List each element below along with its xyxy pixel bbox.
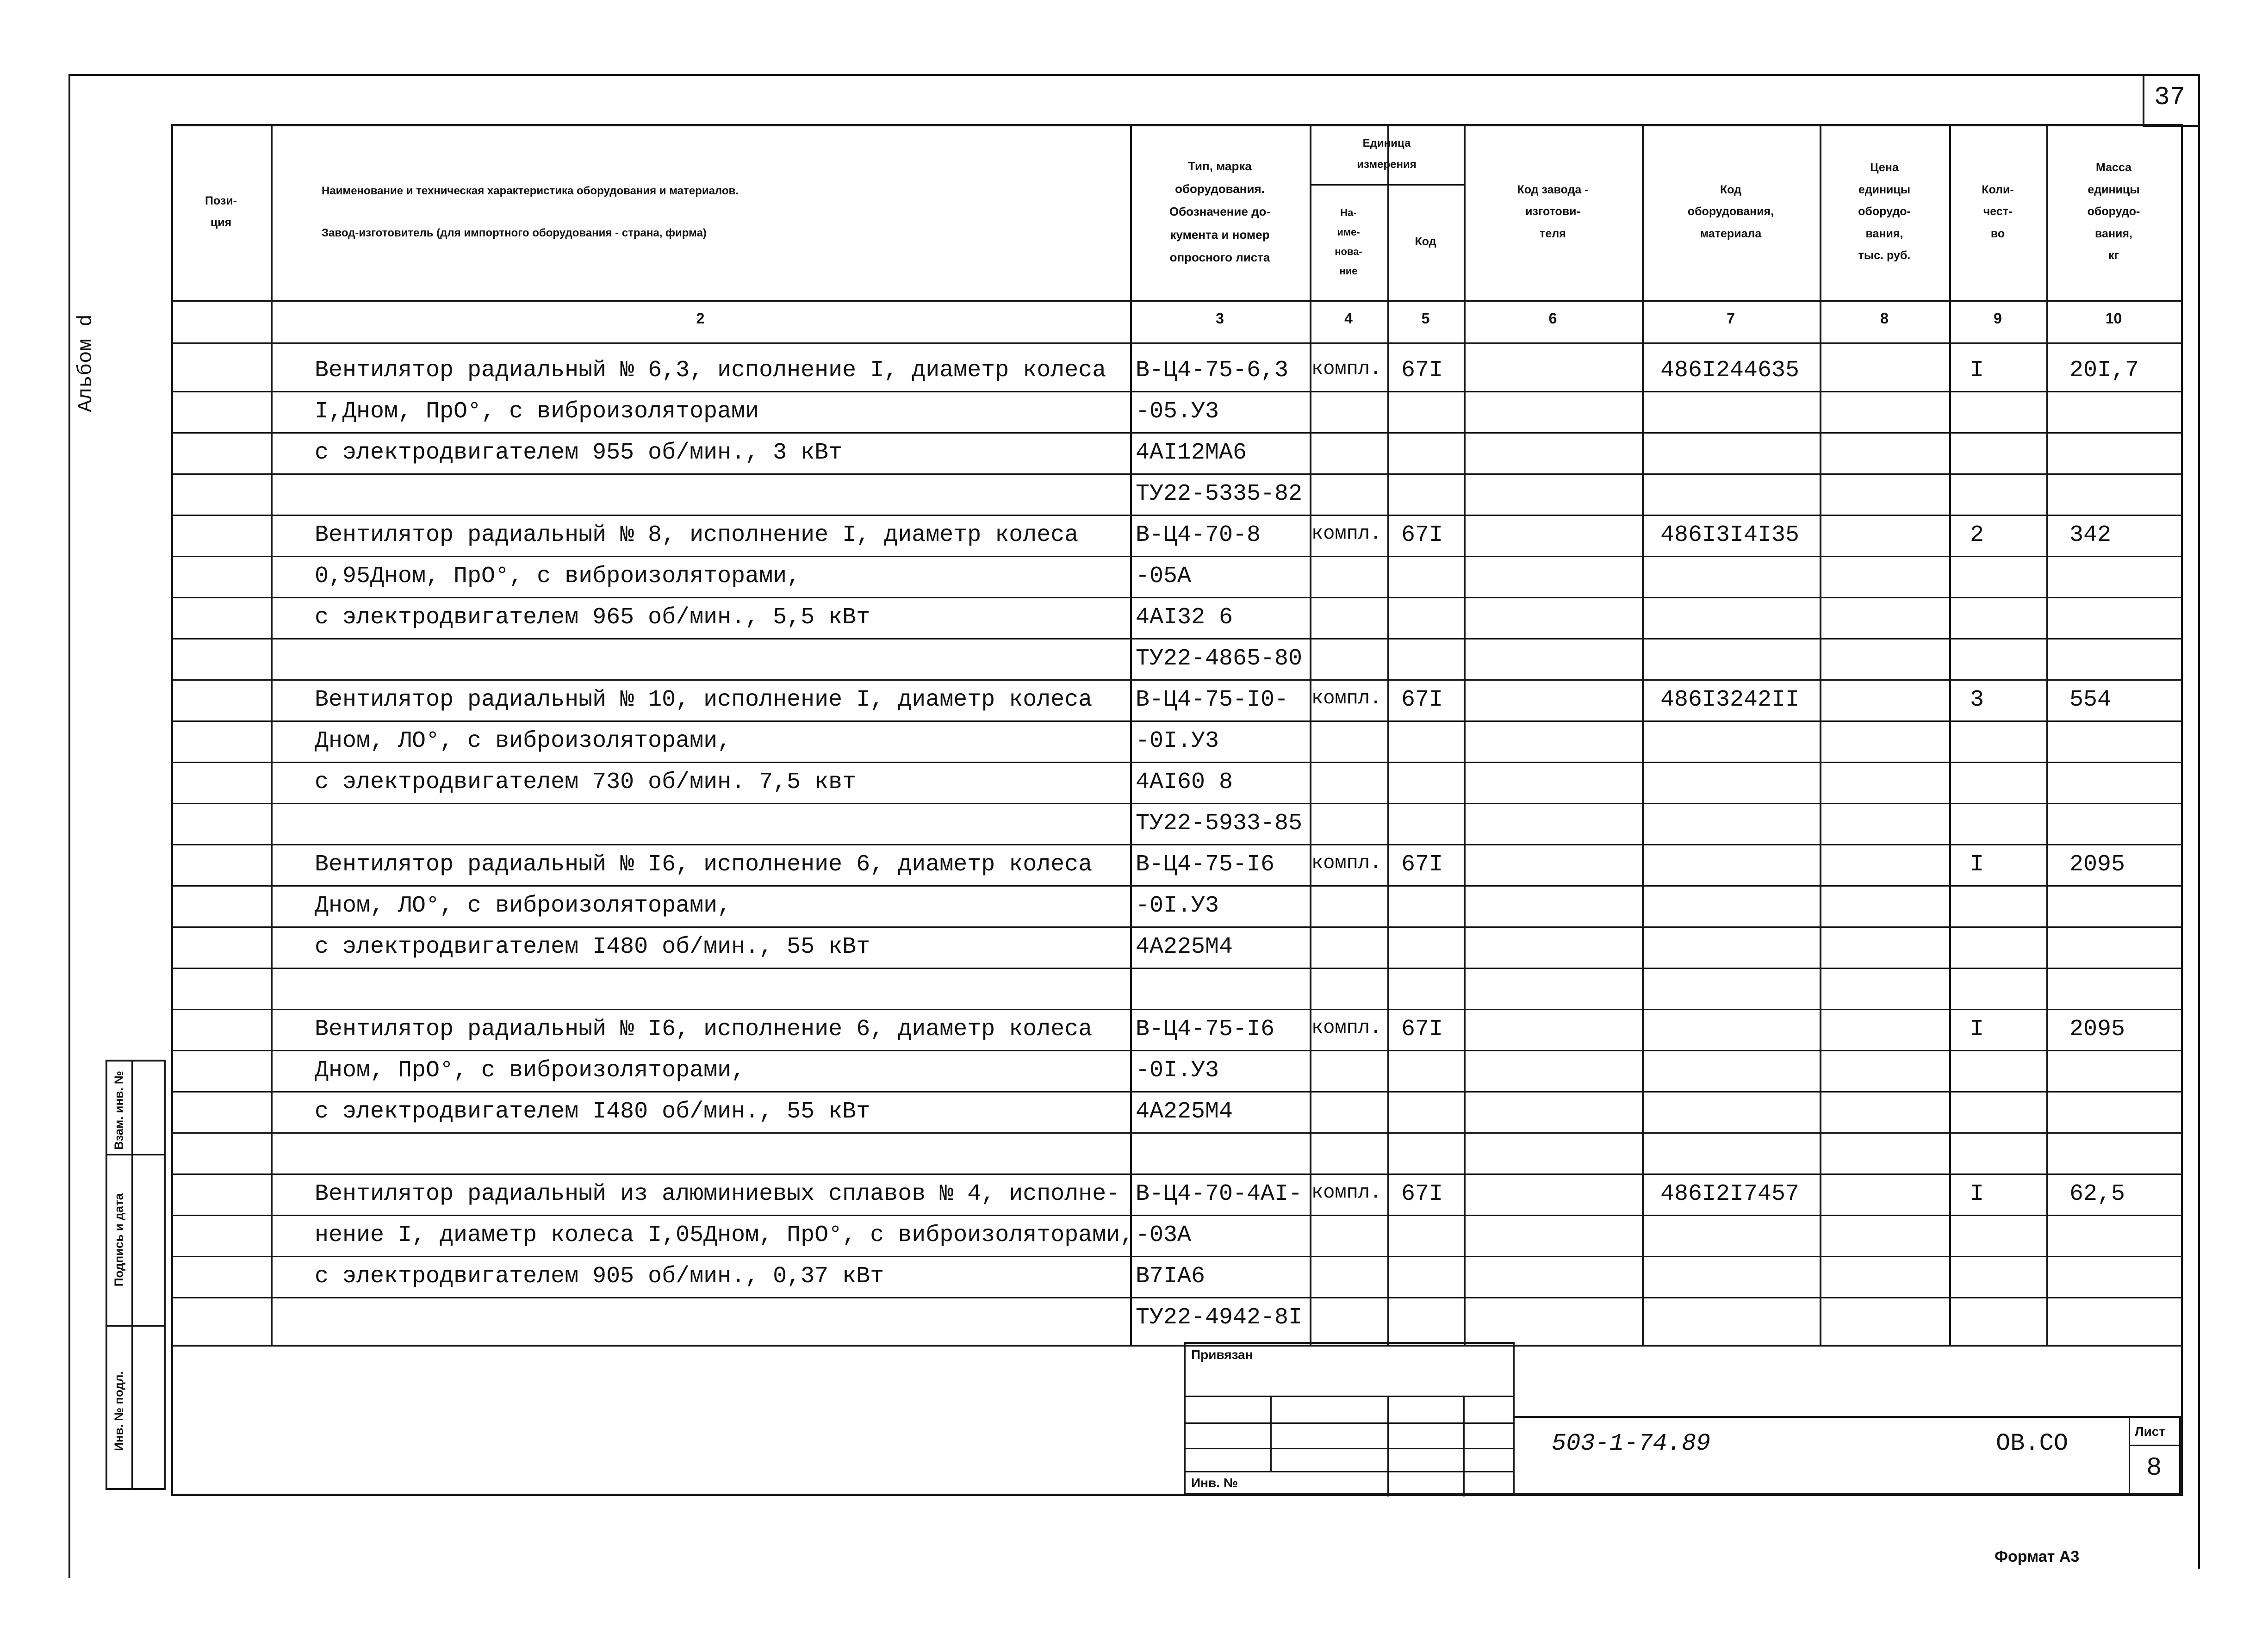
- header-position: Пози- ция: [205, 194, 237, 229]
- linked-block: [1184, 1342, 1515, 1495]
- row-name: Вентилятор радиальный № I6, исполнение 6, диаметр колеса: [315, 851, 1093, 878]
- column-number: 4: [1344, 310, 1353, 327]
- row-name: Вентилятор радиальный № 6,3, исполнение I, диаметр колеса: [315, 357, 1106, 384]
- row-line: [171, 1050, 2181, 1051]
- row-type: В-Ц4-75-I6: [1136, 851, 1275, 878]
- row-line: [171, 1215, 2181, 1216]
- row-line: [171, 968, 2181, 969]
- stamp-label-replace: Взам. инв. №: [112, 1071, 126, 1150]
- row-line: [171, 1173, 2181, 1175]
- row-type: В-Ц4-70-8: [1136, 522, 1261, 548]
- stamp-label-inv: Инв. № подл.: [112, 1371, 126, 1451]
- row-quantity: I: [1970, 357, 1984, 384]
- doc-code-block: [1515, 1416, 2181, 1495]
- header-plant-code: Код завода - изготови- теля: [1517, 183, 1589, 240]
- row-type: 4А225М4: [1136, 1099, 1233, 1125]
- column-line: [1130, 124, 1132, 1345]
- column-number: 10: [2105, 310, 2122, 327]
- row-type: ТУ22-4942-8I: [1136, 1304, 1303, 1331]
- row-type: -05А: [1136, 563, 1192, 590]
- row-type: -05.У3: [1136, 398, 1219, 425]
- row-equip-code: 486I3242II: [1660, 687, 1800, 713]
- sheet-number: 8: [2146, 1453, 2162, 1483]
- column-line: [2046, 124, 2048, 1345]
- column-number: 8: [1880, 310, 1889, 327]
- row-name: Вентилятор радиальный из алюминиевых сплавов № 4, исполне-: [315, 1181, 1120, 1207]
- row-mass: 2095: [2069, 851, 2125, 878]
- column-line: [1642, 124, 1644, 1345]
- row-line: [171, 597, 2181, 598]
- row-line: [171, 473, 2181, 475]
- row-line: [171, 720, 2181, 722]
- row-name: с электродвигателем 905 об/мин., 0,37 кВт: [315, 1263, 884, 1290]
- row-name: 0,95Дном, ПрО°, с виброизоляторами,: [315, 563, 801, 590]
- row-type: ТУ22-4865-80: [1136, 646, 1303, 672]
- column-number: 5: [1421, 310, 1430, 327]
- side-stamp: [106, 1060, 166, 1490]
- doc-code: 503-1-74.89: [1552, 1430, 1711, 1457]
- row-type: -0I.У3: [1136, 728, 1219, 754]
- corner-page-number: 37: [2154, 82, 2186, 112]
- row-quantity: 3: [1970, 687, 1984, 713]
- row-quantity: I: [1970, 1181, 1984, 1207]
- header-mass: Масса единицы оборудо- вания, кг: [2087, 161, 2140, 262]
- column-number: 2: [696, 310, 705, 327]
- album-label-text: Альбом d: [74, 314, 98, 412]
- row-unit: компл.: [1311, 1017, 1382, 1039]
- row-name: с электродвигателем 965 об/мин., 5,5 кВт: [315, 604, 870, 631]
- row-unit-code: 67I: [1401, 357, 1443, 384]
- row-line: [171, 762, 2181, 763]
- row-unit-code: 67I: [1401, 522, 1443, 548]
- sheet-code: ОВ.СО: [1996, 1430, 2069, 1457]
- row-line: [171, 844, 2181, 845]
- header-divider: [171, 300, 2181, 302]
- row-quantity: 2: [1970, 522, 1984, 548]
- row-name: Дном, ПрО°, с виброизоляторами,: [315, 1057, 746, 1084]
- row-mass: 554: [2069, 687, 2112, 713]
- row-line: [171, 926, 2181, 928]
- row-type: В-Ц4-75-I6: [1136, 1016, 1275, 1043]
- column-number-divider: [171, 342, 2181, 344]
- header-name: Наименование и техническая характеристика оборудования и материалов. Завод-изготовитель (для импортного оборудования - страна, фирма): [322, 184, 739, 239]
- row-type: В-Ц4-75-6,3: [1136, 357, 1289, 384]
- row-type: 4АI32 6: [1136, 604, 1233, 631]
- row-line: [171, 1256, 2181, 1257]
- row-name: Дном, ЛО°, с виброизоляторами,: [315, 893, 732, 919]
- row-unit-code: 67I: [1401, 1016, 1443, 1043]
- column-number: 3: [1216, 310, 1224, 327]
- row-unit: компл.: [1311, 852, 1382, 874]
- row-name: с электродвигателем I480 об/мин., 55 кВт: [315, 1099, 870, 1125]
- row-name: с электродвигателем I480 об/мин., 55 кВт: [315, 934, 870, 960]
- sheet-label: Лист: [2135, 1424, 2166, 1439]
- row-mass: 342: [2069, 522, 2112, 548]
- row-mass: 20I,7: [2069, 357, 2139, 384]
- row-line: [171, 885, 2181, 887]
- row-line: [171, 1009, 2181, 1010]
- row-quantity: I: [1970, 1016, 1984, 1043]
- row-equip-code: 486I3I4I35: [1660, 522, 1800, 548]
- row-type: 4А225М4: [1136, 934, 1233, 960]
- row-quantity: I: [1970, 851, 1984, 878]
- table-left-border: [171, 124, 173, 1494]
- row-line: [171, 556, 2181, 557]
- row-mass: 62,5: [2069, 1181, 2125, 1207]
- row-type: В-Ц4-70-4АI-: [1136, 1181, 1303, 1207]
- header-unit-group: Единица измерения: [1357, 137, 1417, 171]
- row-name: с электродвигателем 955 об/мин., 3 кВт: [315, 440, 843, 466]
- row-type: -03А: [1136, 1222, 1192, 1248]
- row-line: [171, 803, 2181, 804]
- column-line: [1387, 124, 1389, 1345]
- row-unit-code: 67I: [1401, 851, 1443, 878]
- row-name: Дном, ЛО°, с виброизоляторами,: [315, 728, 732, 754]
- linked-label: Привязан: [1191, 1347, 1253, 1362]
- row-type: ТУ22-5335-82: [1136, 481, 1303, 507]
- column-line: [1310, 124, 1311, 1345]
- row-name: Вентилятор радиальный № 8, исполнение I, диаметр колеса: [315, 522, 1079, 548]
- row-line: [171, 679, 2181, 681]
- column-number: 7: [1727, 310, 1735, 327]
- format-label: Формат А3: [1995, 1548, 2080, 1565]
- header-quantity: Коли- чест- во: [1982, 183, 2014, 240]
- row-name: I,Дном, ПрО°, с виброизоляторами: [315, 398, 759, 425]
- row-mass: 2095: [2069, 1016, 2125, 1043]
- row-unit: компл.: [1311, 1181, 1382, 1204]
- table-right-border: [2181, 124, 2183, 1494]
- row-unit: компл.: [1311, 358, 1382, 380]
- inv-label: Инв. №: [1191, 1476, 1238, 1490]
- row-line: [171, 1091, 2181, 1093]
- row-unit-code: 67I: [1401, 1181, 1443, 1207]
- table-body-bottom: [171, 1345, 2181, 1347]
- row-type: -0I.У3: [1136, 1057, 1219, 1084]
- column-line: [1820, 124, 1821, 1345]
- column-line: [1464, 124, 1466, 1345]
- row-type: 4АI60 8: [1136, 769, 1233, 795]
- row-type: -0I.У3: [1136, 893, 1219, 919]
- header-price: Цена единицы оборудо- вания, тыс. руб.: [1858, 161, 1911, 262]
- stamp-label-sign: Подпись и дата: [112, 1193, 126, 1287]
- row-unit: компл.: [1311, 687, 1382, 709]
- row-equip-code: 486I2I7457: [1660, 1181, 1800, 1207]
- row-type: В-Ц4-75-I0-: [1136, 687, 1289, 713]
- row-unit: компл.: [1311, 522, 1382, 545]
- row-line: [171, 432, 2181, 434]
- header-unit-name: На- име- нова- ние: [1335, 207, 1362, 277]
- row-line: [171, 1132, 2181, 1134]
- column-line: [271, 124, 273, 1345]
- header-unit-code: Код: [1415, 235, 1436, 248]
- row-unit-code: 67I: [1401, 687, 1443, 713]
- row-line: [171, 515, 2181, 516]
- row-type: 4АI12МА6: [1136, 440, 1247, 466]
- column-line: [1949, 124, 1951, 1345]
- row-equip-code: 486I244635: [1660, 357, 1800, 384]
- row-line: [171, 638, 2181, 639]
- row-type: В7IА6: [1136, 1263, 1205, 1290]
- row-name: с электродвигателем 730 об/мин. 7,5 квт: [315, 769, 857, 795]
- row-name: нение I, диаметр колеса I,05Дном, ПрО°, с виброизоляторами,: [315, 1222, 1134, 1248]
- row-name: Вентилятор радиальный № 10, исполнение I, диаметр колеса: [315, 687, 1093, 713]
- row-type: ТУ22-5933-85: [1136, 810, 1303, 837]
- header-equip-code: Код оборудования, материала: [1687, 183, 1774, 240]
- column-number: 6: [1548, 310, 1557, 327]
- column-number: 9: [1994, 310, 2002, 327]
- header-type: Тип, марка оборудования. Обозначение до- кумента и номер опросного листа: [1169, 159, 1271, 265]
- row-line: [171, 1297, 2181, 1298]
- row-line: [171, 391, 2181, 392]
- row-name: Вентилятор радиальный № I6, исполнение 6, диаметр колеса: [315, 1016, 1093, 1043]
